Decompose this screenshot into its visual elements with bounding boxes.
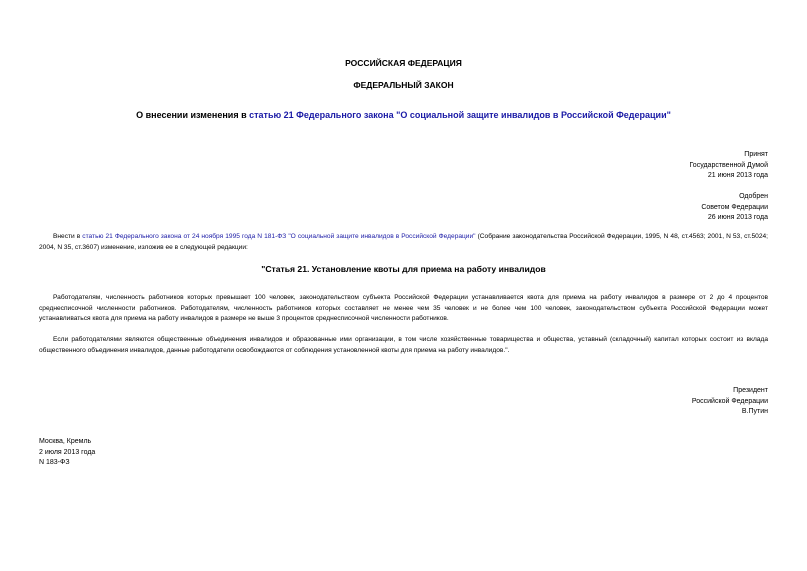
intro-link-law[interactable]: "О социальной защите инвалидов в Российской Федерации" [288,233,476,240]
footer-date: 2 июля 2013 года [39,448,96,456]
approved-date: 26 июня 2013 года [707,214,768,221]
footer-place: Москва, Кремль [39,438,92,445]
law-title-prefix: О внесении изменения в [136,110,250,120]
signature-country: Российской Федерации [691,397,768,405]
adopted-body: Государственной Думой [689,161,768,169]
adopted-date: 21 июня 2013 года [707,172,768,179]
intro-prefix: Внести в [53,233,83,240]
adopted-label: Принят [744,151,768,158]
footer-number: N 183-ФЗ [39,459,70,466]
footer-block [39,437,95,469]
article-title: "Статья 21. Установление квоты для приема на работу инвалидов [261,264,546,274]
signature-name: В.Путин [741,408,768,415]
article-paragraph-2-text: Если работодателями являются общественные объединения инвалидов и образованные ими организации, в том числе хозяйственные товарищества и общества, уставный (складочный) капитал которых состоит из вклада общественного объединения инвалидов, данные работодатели освобождаются от соблюдения установленной квоты для приема на работу инвалидов.". [39,336,768,354]
country-heading: РОССИЙСКАЯ ФЕДЕРАЦИЯ [345,58,462,68]
law-title [0,110,807,120]
approved-body: Советом Федерации [701,203,768,211]
signature-block [692,386,768,418]
article-paragraph-1 [39,293,768,325]
adopted-block [689,150,768,182]
approved-block [701,192,768,224]
intro-suffix: (Собрание законодательства Российской Федерации, 1995, N 48, ст.4563; 2001, N 53, ст.5024; 2004, N 35, ст.3607) изменение, изложив ее в следующей редакции: [39,233,768,251]
law-title-link[interactable]: статью 21 Федерального закона "О социальной защите инвалидов в Российской Федерации" [249,110,671,120]
approved-label: Одобрен [739,193,768,200]
article-paragraph-2 [39,335,768,356]
signature-title: Президент [733,387,768,394]
doc-type-heading: ФЕДЕРАЛЬНЫЙ ЗАКОН [353,80,454,90]
intro-paragraph [39,232,768,253]
intro-link-article[interactable]: статью 21 Федерального закона от 24 ноября 1995 года N 181-ФЗ [82,233,287,240]
article-paragraph-1-text: Работодателям, численность работников которых превышает 100 человек, законодательством субъекта Российской Федерации устанавливается квота для приема на работу инвалидов в размере от 2 до 4 процентов среднесписочной численности работников. Работодателям, численность работников которых составляет не менее чем 35 человек и не более чем 100 человек, законодательством субъекта Российской Федерации может устанавливаться квота для приема на работу инвалидов в размере не выше 3 процентов среднесписочной численности работников. [39,294,768,323]
